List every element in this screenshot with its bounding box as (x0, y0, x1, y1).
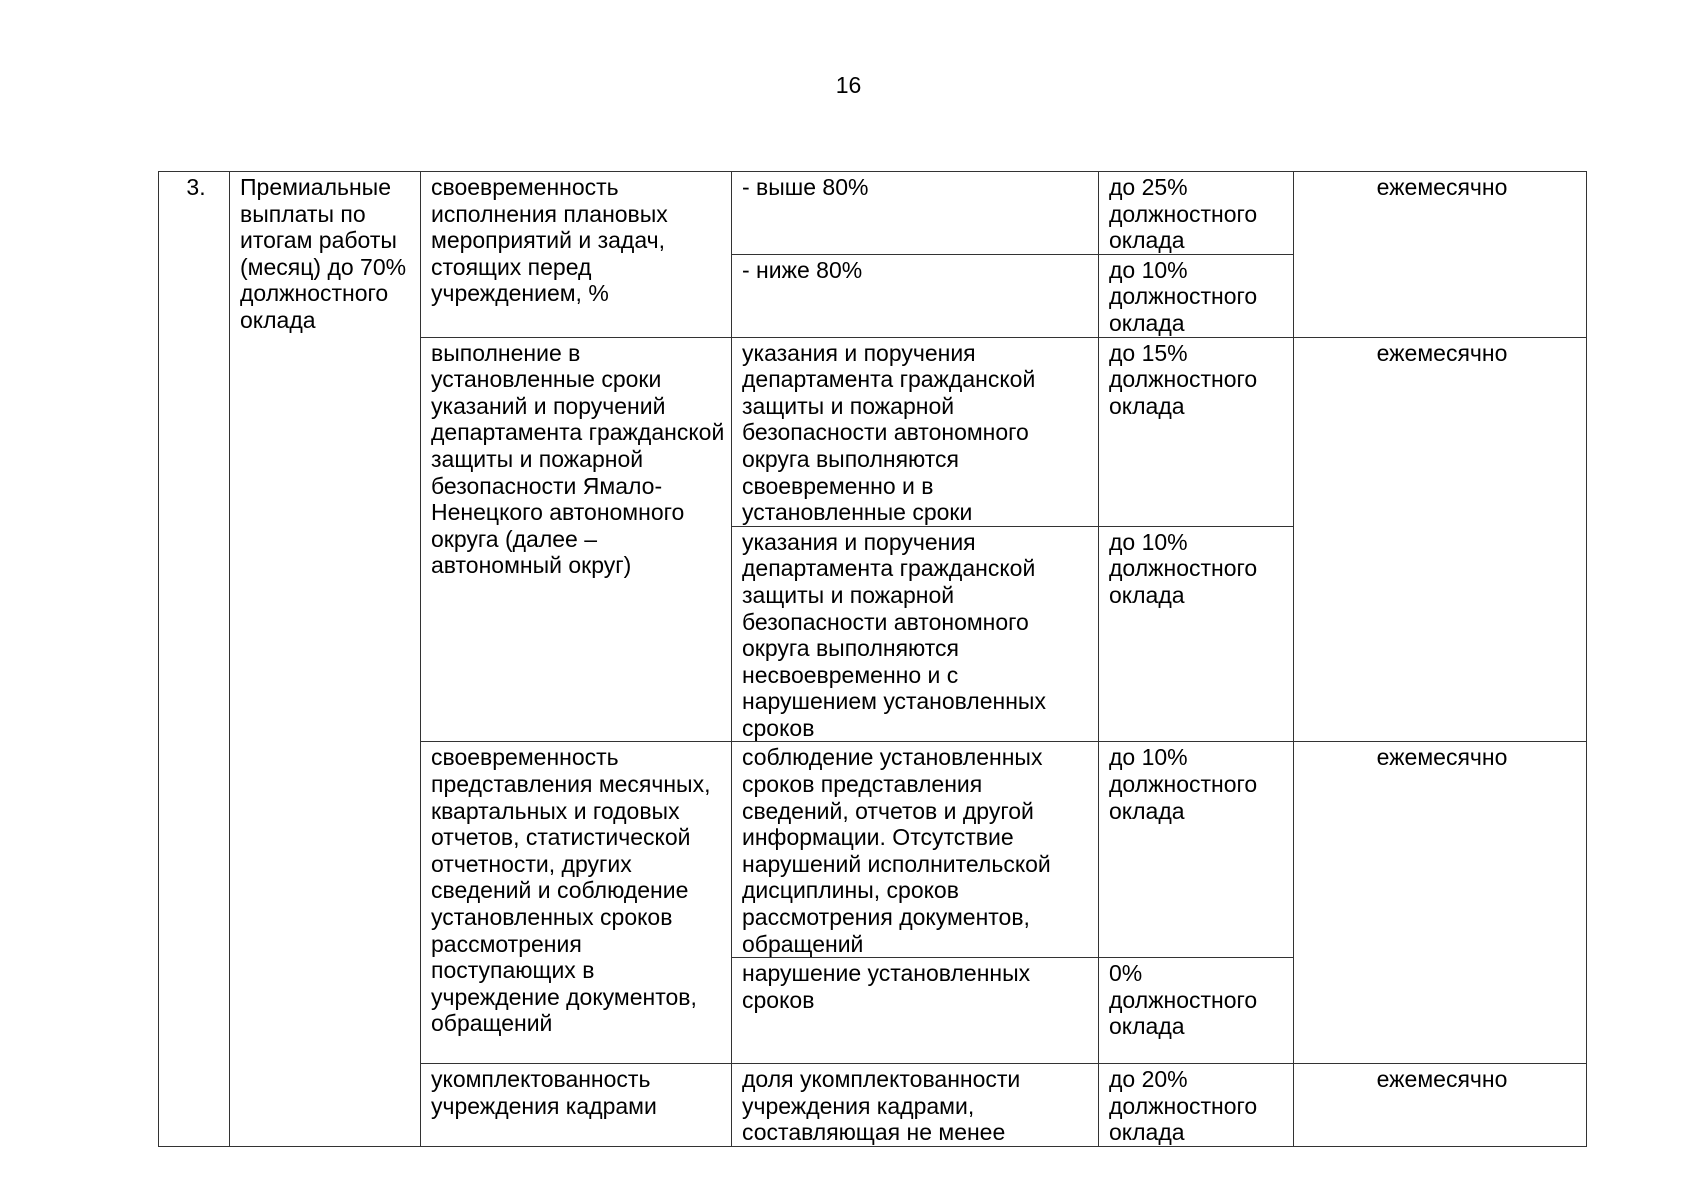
amount-cell: 0% должностного оклада (1099, 958, 1294, 1064)
periodicity-cell: ежемесячно (1294, 742, 1587, 1064)
amount-cell: до 15% должностного оклада (1099, 337, 1294, 526)
condition-cell: - выше 80% (732, 172, 1099, 255)
table-row (159, 172, 1587, 255)
condition-cell: указания и поручения департамента гражданской защиты и пожарной безопасности автономного округа выполняются несвоевременно и с нарушением установленных сроков (732, 526, 1099, 742)
amount-cell: до 10% должностного оклада (1099, 742, 1294, 958)
criterion-name-cell: своевременность исполнения плановых мероприятий и задач, стоящих перед учреждением, % (421, 172, 732, 338)
condition-cell: доля укомплектованности учреждения кадрами, составляющая не менее (732, 1064, 1099, 1147)
bonus-criteria-table (158, 171, 1587, 1147)
periodicity-cell: ежемесячно (1294, 172, 1587, 338)
row-number: 3. (159, 172, 230, 1147)
condition-cell: нарушение установленных сроков (732, 958, 1099, 1064)
page-number: 16 (835, 72, 862, 98)
amount-cell: до 25% должностного оклада (1099, 172, 1294, 255)
periodicity-cell: ежемесячно (1294, 1064, 1587, 1147)
condition-cell: соблюдение установленных сроков представления сведений, отчетов и другой информации. Отсутствие нарушений исполнительской дисциплины, сроков рассмотрения документов, обращений (732, 742, 1099, 958)
amount-cell: до 10% должностного оклада (1099, 254, 1294, 337)
criterion-name-cell: своевременность представления месячных, квартальных и годовых отчетов, статистической отчетности, других сведений и соблюдение установленных сроков рассмотрения поступающих в учреждение документов, обращений (421, 742, 732, 1064)
condition-cell: указания и поручения департамента гражданской защиты и пожарной безопасности автономного округа выполняются своевременно и в установленные сроки (732, 337, 1099, 526)
amount-cell: до 20% должностного оклада (1099, 1064, 1294, 1147)
criterion-name-cell: укомплектованность учреждения кадрами (421, 1064, 732, 1147)
amount-cell: до 10% должностного оклада (1099, 526, 1294, 742)
criterion-name-cell: выполнение в установленные сроки указаний и поручений департамента гражданской защиты и пожарной безопасности Ямало-Ненецкого автономного округа (далее – автономный округ) (421, 337, 732, 742)
periodicity-cell: ежемесячно (1294, 337, 1587, 742)
payment-type-cell: Премиальные выплаты по итогам работы (месяц) до 70% должностного оклада (230, 172, 421, 1147)
condition-cell: - ниже 80% (732, 254, 1099, 337)
